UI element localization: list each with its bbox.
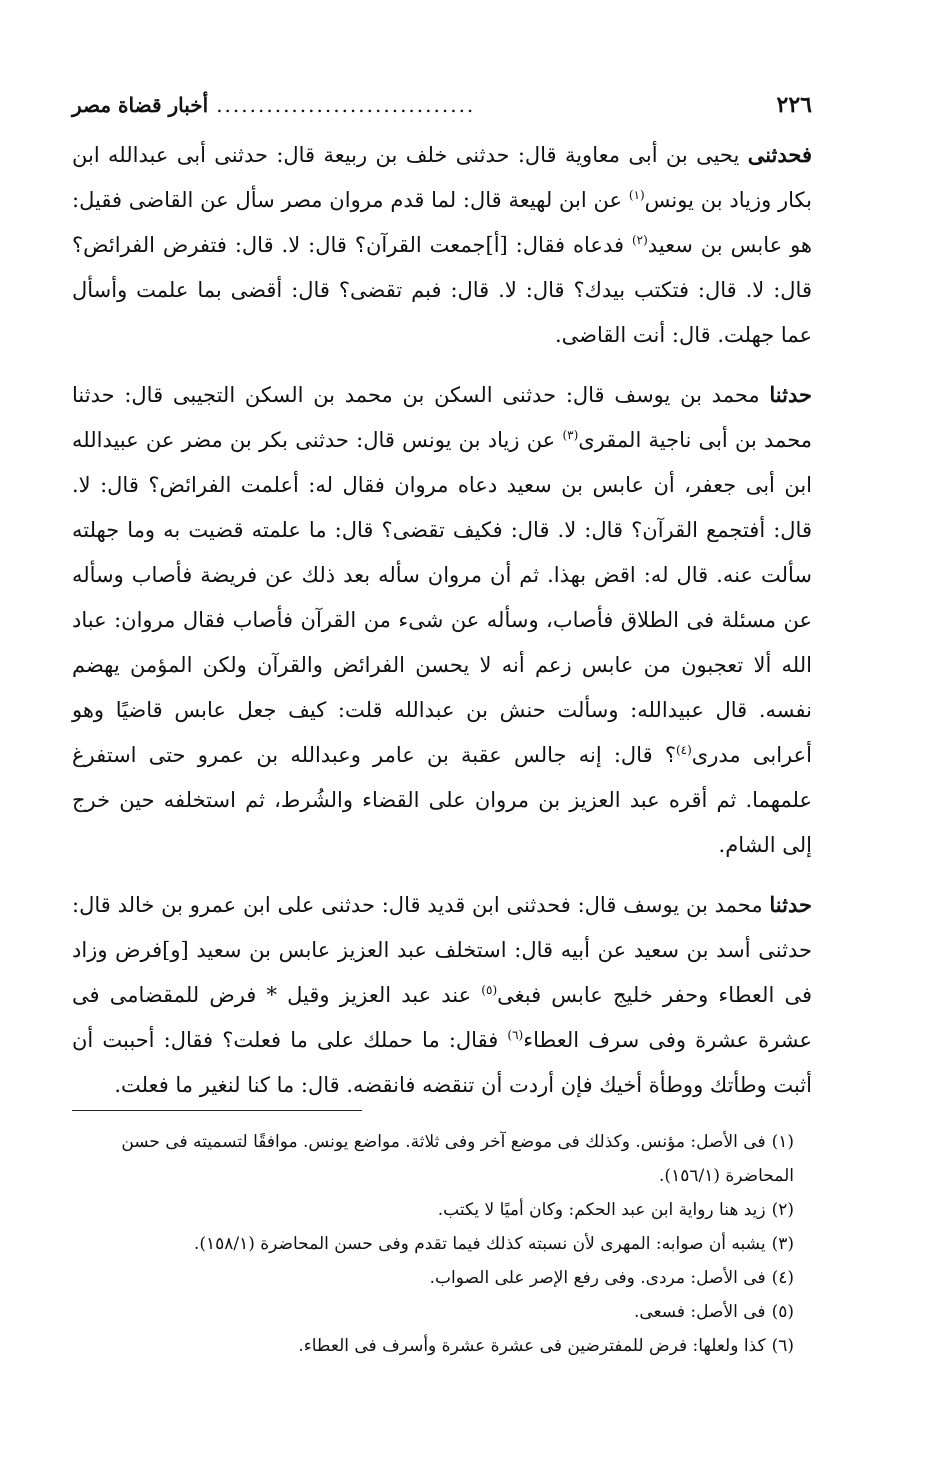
- paragraph-text: عن ابن لهيعة قال: لما قدم مروان مصر سأل عن القاضى فقيل: هو عابس بن سعيد: [72, 188, 812, 257]
- paragraph-2: [72, 372, 812, 868]
- paragraph-1: [72, 132, 812, 358]
- footnote-text: فى الأصل: فسعى.: [633, 1302, 766, 1322]
- book-title: أخبار قضاة مصر: [72, 93, 209, 117]
- footnote-text: فى الأصل: مؤنس. وكذلك فى موضع آخر وفى ثلاثة. مواضع يونس. موافقًا لتسميته فى حسن المحاضرة (١٥٦/١).: [121, 1132, 794, 1186]
- footnote-5: [72, 1295, 812, 1329]
- footnote-3: [72, 1227, 812, 1261]
- footnote-4: [72, 1261, 812, 1295]
- footnote-text: زيد هنا رواية ابن عبد الحكم: وكان أميًا لا يكتب.: [437, 1200, 766, 1220]
- paragraph-text: محمد بن يوسف قال: حدثنى السكن بن محمد بن السكن التجيبى قال: حدثنا محمد بن أبى ناجية المقرى: [72, 383, 812, 452]
- footnote-ref[interactable]: (٤): [675, 743, 692, 757]
- footnote-divider: [72, 1110, 362, 1111]
- footnote-number: (٤): [771, 1268, 794, 1288]
- header-dot-leader: ...............................: [216, 93, 476, 117]
- footnote-number: (٣): [771, 1234, 794, 1254]
- paragraph-lead: فحدثنى: [747, 142, 812, 167]
- footnotes: [72, 1125, 812, 1363]
- footnote-2: [72, 1193, 812, 1227]
- footnote-6: [72, 1329, 812, 1363]
- footnote-ref[interactable]: (٣): [562, 428, 579, 442]
- running-header: [72, 92, 812, 126]
- footnote-text: كذا ولعلها: فرض للمفترضين فى عشرة عشرة وأسرف فى العطاء.: [298, 1336, 766, 1356]
- paragraph-text: ؟ قال: إنه جالس عقبة بن عامر وعبدالله بن عمرو حتى استفرغ علمهما. ثم أقره عبد العزيز بن مروان على القضاء والشُرط، ثم استخلفه حين خرج إلى الشام.: [72, 743, 812, 857]
- footnote-ref[interactable]: (٢): [631, 233, 648, 247]
- footnote-text: يشبه أن صوابه: المهرى لأن نسبته كذلك فيما تقدم وفى حسن المحاضرة (١٥٨/١).: [193, 1234, 766, 1254]
- paragraph-text: محمد بن يوسف قال: فحدثنى ابن قديد قال: حدثنى على ابن عمرو بن خالد قال: حدثنى أسد بن سعيد عن أبيه قال: استخلف عبد العزيز عابس بن سعيد [و]فرض وزاد فى العطاء وحفر خليج عابس فبغى: [72, 893, 812, 1007]
- paragraph-text: عن زياد بن يونس قال: حدثنى بكر بن مضر عن عبيدالله ابن أبى جعفر، أن عابس بن سعيد دعاه مروان فقال له: أعلمت الفرائض؟ قال: لا. قال: أفتجمع القرآن؟ قال: لا. قال: فكيف تقضى؟ قال: ما علمته قضيت به وما جهلته سألت عنه. قال له: اقض بهذا. ثم أن مروان سأله بعد ذلك عن فريضة فأصاب وسأله عن مسئلة فى الطلاق فأصاب، وسأله عن شىء من القرآن فأصاب فقال مروان: عباد الله ألا تعجبون من عابس زعم أنه لا يحسن الفرائض والقرآن ولكن المؤمن يهضم نفسه. قال عبيدالله: وسألت حنش بن عبدالله قلت: كيف جعل عابس قاضيًا وهو أعرابى مدرى: [72, 428, 812, 767]
- footnote-number: (١): [771, 1132, 794, 1152]
- footnote-1: [72, 1125, 812, 1193]
- paragraph-lead: حدثنا: [769, 892, 812, 917]
- footnote-ref[interactable]: (٦): [507, 1028, 524, 1042]
- footnote-number: (٦): [771, 1336, 794, 1356]
- page-number: ٢٢٦: [776, 92, 812, 118]
- paragraph-text: يحيى بن أبى معاوية قال: حدثنى خلف بن ربيعة قال: حدثنى أبى عبدالله ابن بكار وزياد بن يونس: [72, 143, 812, 212]
- footnote-text: فى الأصل: مردى. وفى رفع الإصر على الصواب.: [429, 1268, 766, 1288]
- paragraph-3: [72, 882, 812, 1108]
- footnote-ref[interactable]: (٥): [481, 983, 498, 997]
- paragraph-lead: حدثنا: [769, 382, 812, 407]
- footnote-number: (٢): [771, 1200, 794, 1220]
- paragraph-text: عند عبد العزيز وقيل * فرض للمقضامى فى عشرة عشرة وفى سرف العطاء: [72, 983, 812, 1052]
- paragraph-text: فقال: ما حملك على ما فعلت؟ فقال: أحببت أن أثبت وطأتك ووطأة أخيك فإن أردت أن تنقضه فانقضه. قال: ما كنا لنغير ما فعلت.: [72, 1028, 812, 1097]
- paragraph-text: فدعاه فقال: [أ]جمعت القرآن؟ قال: لا. قال: فتفرض الفرائض؟ قال: لا. قال: فتكتب بيدك؟ قال: لا. قال: فبم تقضى؟ قال: أقضى بما علمت وأسأل عما جهلت. قال: أنت القاضى.: [72, 233, 812, 347]
- footnote-ref[interactable]: (١): [628, 188, 645, 202]
- footnote-number: (٥): [771, 1302, 794, 1322]
- page-body: [72, 92, 812, 1122]
